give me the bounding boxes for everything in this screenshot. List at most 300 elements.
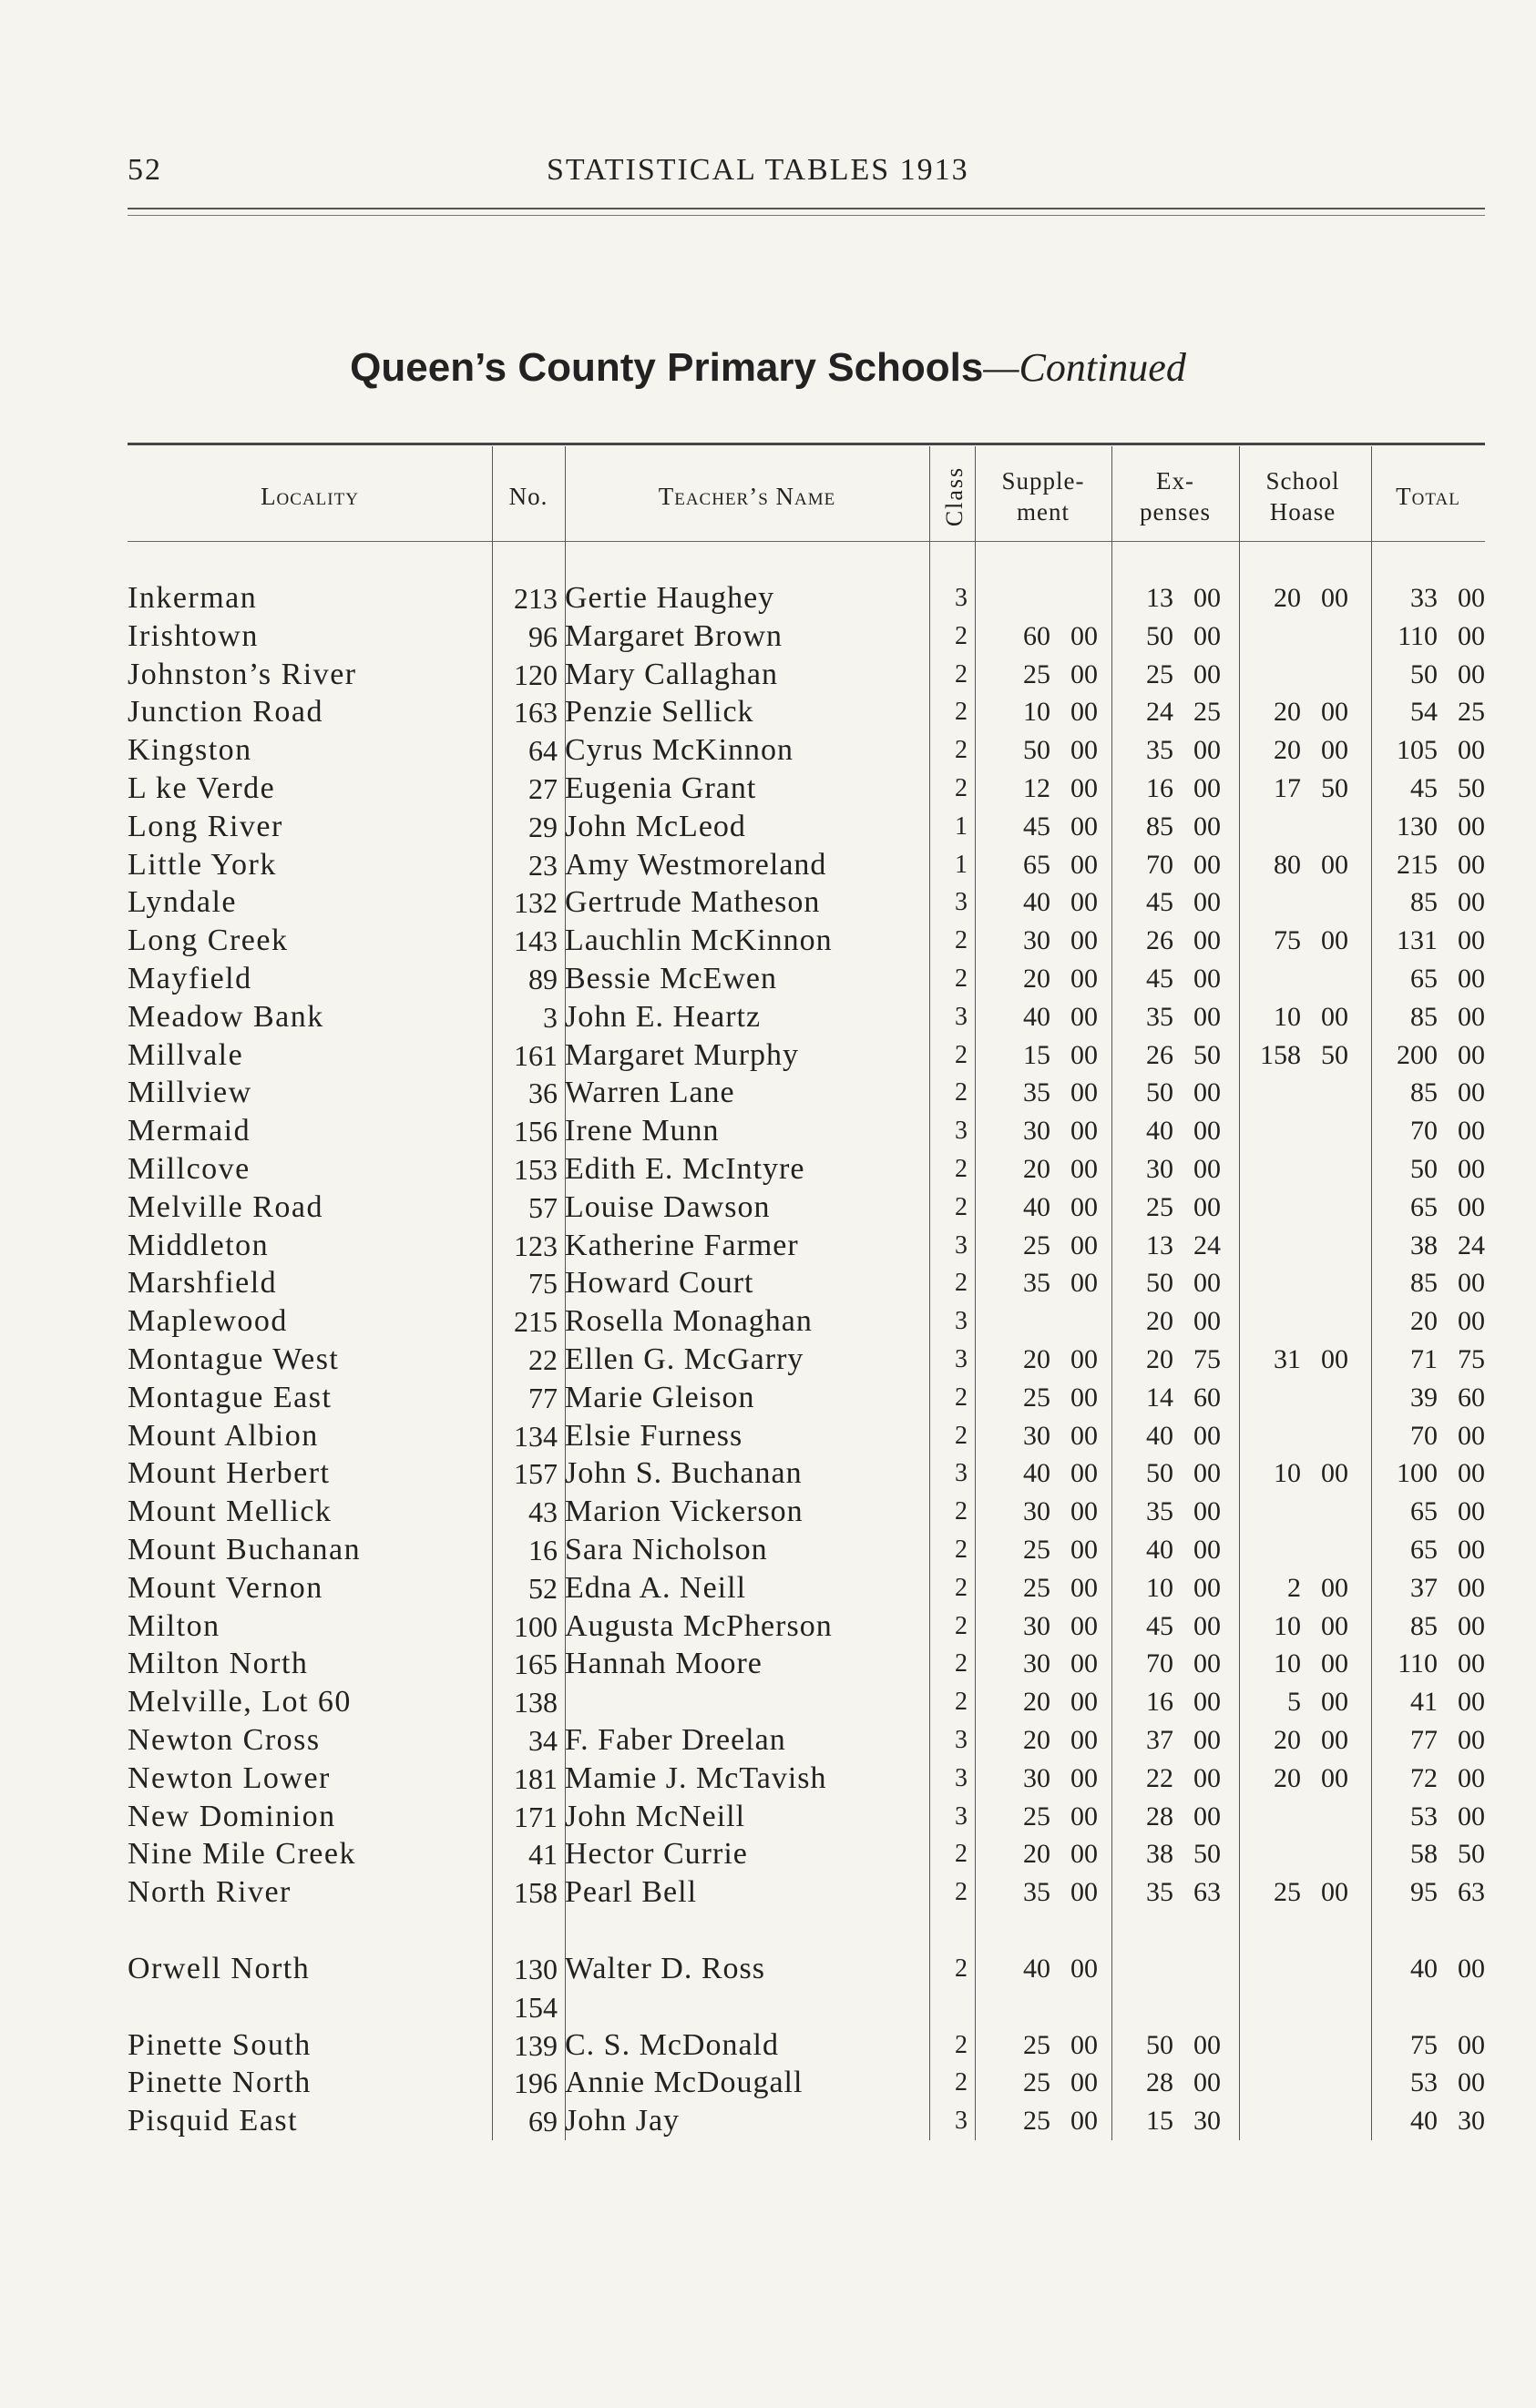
table-row [0,1873,1536,1912]
cell-locality: Pisquid East [128,2104,299,2138]
cell-class: 2 [955,1840,968,1869]
cell-total: 65 00 [1410,1191,1485,1222]
column-header-teacher: Teacher’s Name [658,483,836,510]
cell-teacher: John E. Heartz [565,999,762,1034]
cell-no: 156 [514,1115,558,1148]
cell-no: 132 [514,886,558,920]
cell-locality: Mayfield [128,962,252,995]
cell-teacher: C. S. McDonald [565,2027,779,2062]
cell-total: 85 00 [1410,1610,1485,1641]
cell-supplement: 30 00 [1023,1648,1098,1679]
cell-teacher: John McNeill [565,1799,746,1833]
cell-teacher: Edna A. Neill [565,1570,747,1605]
cell-supplement: 20 00 [1023,1725,1098,1755]
cell-class: 3 [955,1307,968,1336]
cell-locality: Milton [128,1608,220,1643]
cell-total: 215 00 [1397,849,1485,880]
cell-total: 85 00 [1410,1001,1485,1032]
cell-class: 2 [955,1878,968,1907]
cell-no: 157 [514,1457,558,1491]
cell-expenses: 37 00 [1146,1725,1221,1755]
cell-supplement: 40 00 [1023,1191,1098,1222]
cell-expenses: 22 00 [1146,1762,1221,1793]
column-header-class-label: Class [941,465,968,527]
table-row [0,1417,1536,1455]
cell-no: 96 [528,619,558,653]
cell-locality: Newton Lower [128,1760,331,1795]
cell-total: 70 00 [1410,1420,1485,1451]
cell-class: 3 [955,584,968,612]
table-row [0,617,1536,656]
cell-teacher: Lauchlin McKinnon [565,923,833,958]
cell-expenses: 20 75 [1146,1344,1221,1374]
cell-no: 43 [528,1495,558,1529]
cell-total: 70 00 [1410,1116,1485,1147]
cell-no: 120 [514,658,558,691]
cell-total: 50 00 [1410,658,1485,689]
cell-teacher: Hannah Moore [565,1647,763,1681]
cell-teacher: Marie Gleison [565,1380,755,1414]
cell-class: 2 [955,698,968,727]
cell-total: 41 00 [1410,1687,1485,1718]
column-header-expenses: Ex- penses [1140,467,1211,525]
page-number: 52 [128,153,162,187]
cell-expenses: 20 00 [1146,1306,1221,1337]
table-row [0,1760,1536,1798]
table-row [0,1531,1536,1569]
table-row [0,1798,1536,1836]
table-row [0,1607,1536,1646]
cell-locality: Middleton [128,1228,270,1262]
cell-no: 134 [514,1419,558,1453]
cell-class: 2 [955,1383,968,1412]
cell-teacher: Augusta McPherson [565,1608,833,1643]
cell-class: 1 [955,850,968,879]
table-row [0,656,1536,694]
cell-expenses: 50 00 [1146,1458,1221,1489]
cell-expenses: 45 00 [1146,887,1221,918]
cell-total: 131 00 [1397,925,1485,956]
cell-school-house: 75 00 [1274,925,1348,956]
cell-supplement: 40 00 [1023,1458,1098,1489]
cell-supplement: 40 00 [1023,1001,1098,1032]
cell-locality: Long Creek [128,923,289,958]
cell-teacher: John McLeod [565,809,746,843]
cell-no: 153 [514,1153,558,1186]
cell-expenses: 10 00 [1146,1572,1221,1603]
running-head: STATISTICAL TABLES 1913 [547,153,969,187]
cell-no: 123 [514,1229,558,1262]
cell-supplement: 40 00 [1023,887,1098,918]
cell-expenses: 50 00 [1146,1077,1221,1108]
table-row [0,1112,1536,1150]
cell-locality: North River [128,1875,292,1910]
cell-teacher: Pearl Bell [565,1875,698,1910]
cell-no: 171 [514,1800,558,1833]
cell-teacher: Hector Currie [565,1837,748,1872]
cell-locality: Mount Vernon [128,1570,323,1605]
cell-class: 2 [955,1155,968,1183]
cell-class: 2 [955,1192,968,1221]
cell-total: 105 00 [1397,735,1485,766]
cell-no: 77 [528,1381,558,1414]
cell-supplement: 30 00 [1023,1116,1098,1147]
cell-school-house: 10 00 [1274,1001,1348,1032]
table-row [0,1493,1536,1531]
cell-class: 3 [955,1801,968,1831]
cell-expenses: 35 63 [1146,1877,1221,1908]
cell-total: 45 50 [1410,773,1485,803]
cell-supplement: 25 00 [1023,1801,1098,1832]
table-row [0,2064,1536,2102]
cell-class: 2 [955,621,968,650]
cell-no: 163 [514,696,558,730]
cell-class: 2 [955,1954,968,1983]
cell-locality: Irishtown [128,618,259,653]
cell-school-house: 10 00 [1274,1648,1348,1679]
cell-supplement: 20 00 [1023,1154,1098,1184]
cell-no: 100 [514,1609,558,1643]
cell-no: 69 [528,2105,558,2138]
cell-supplement: 10 00 [1023,697,1098,728]
cell-class: 2 [955,1688,968,1717]
column-header-no: No. [508,483,548,510]
table-row [0,960,1536,998]
cell-class: 2 [955,964,968,993]
cell-total: 200 00 [1397,1039,1485,1070]
cell-total: 130 00 [1397,811,1485,842]
cell-class: 2 [955,926,968,955]
table-row [0,693,1536,731]
cell-total: 100 00 [1397,1458,1485,1489]
column-header-locality: Locality [261,483,359,510]
cell-teacher: Margaret Murphy [565,1037,800,1072]
cell-no: 22 [528,1343,558,1376]
cell-school-house: 10 00 [1274,1610,1348,1641]
column-header-supplement: Supple- ment [1001,467,1085,525]
cell-expenses: 70 00 [1146,1648,1221,1679]
cell-teacher: Rosella Monaghan [565,1304,813,1339]
cell-locality: Maplewood [128,1304,288,1339]
cell-class: 2 [955,1040,968,1069]
cell-school-house: 2 00 [1287,1572,1348,1603]
cell-no: 57 [528,1190,558,1224]
cell-locality: Mount Herbert [128,1456,331,1491]
cell-locality: Kingston [128,733,252,768]
table-row [0,731,1536,770]
table-row [0,1950,1536,1988]
cell-no: 75 [528,1267,558,1301]
cell-supplement: 35 00 [1023,1077,1098,1108]
cell-no: 27 [528,772,558,805]
cell-supplement: 25 00 [1023,1535,1098,1565]
cell-supplement: 25 00 [1023,658,1098,689]
cell-teacher: Eugenia Grant [565,771,757,805]
cell-expenses: 16 00 [1146,773,1221,803]
table-row [0,1227,1536,1265]
cell-supplement: 45 00 [1023,811,1098,842]
cell-teacher: Mamie J. McTavish [565,1760,827,1795]
cell-teacher: Ellen G. McGarry [565,1342,804,1376]
table-row [0,1683,1536,1721]
cell-expenses: 35 00 [1146,735,1221,766]
table-row [0,1150,1536,1189]
cell-total: 54 25 [1410,697,1485,728]
cell-expenses: 28 00 [1146,1801,1221,1832]
cell-expenses: 30 00 [1146,1154,1221,1184]
cell-teacher: Warren Lane [565,1076,735,1110]
cell-no: 165 [514,1648,558,1681]
cell-locality: Montague West [128,1342,340,1376]
cell-no: 158 [514,1876,558,1910]
cell-supplement: 60 00 [1023,620,1098,651]
cell-no: 181 [514,1761,558,1795]
cell-expenses: 50 00 [1146,2029,1221,2060]
cell-school-house: 20 00 [1274,1762,1348,1793]
cell-expenses: 40 00 [1146,1535,1221,1565]
cell-class: 2 [955,1649,968,1678]
table-row [0,846,1536,884]
table-row [0,1264,1536,1302]
column-header-total: Total [1396,483,1460,510]
cell-locality: Long River [128,809,283,843]
cell-school-house: 25 00 [1274,1877,1348,1908]
cell-total: 77 00 [1410,1725,1485,1755]
cell-class: 2 [955,1269,968,1298]
cell-locality: New Dominion [128,1799,336,1833]
cell-class: 2 [955,774,968,802]
cell-locality: Lyndale [128,885,238,920]
cell-teacher: Mary Callaghan [565,657,778,691]
table-row [0,808,1536,846]
cell-locality: Melville Road [128,1189,323,1224]
table-row [0,1189,1536,1227]
cell-expenses: 50 00 [1146,620,1221,651]
cell-class: 2 [955,1611,968,1640]
cell-class: 3 [955,1459,968,1488]
table-title [0,344,1536,391]
cell-total: 85 00 [1410,1268,1485,1299]
cell-supplement: 30 00 [1023,1420,1098,1451]
cell-locality: Nine Mile Creek [128,1837,356,1872]
cell-school-house: 10 00 [1274,1458,1348,1489]
cell-total: 110 00 [1398,620,1485,651]
table-row [0,1454,1536,1493]
cell-supplement: 20 00 [1023,1687,1098,1718]
cell-class: 2 [955,1421,968,1450]
column-header-school-house: School Hoase [1265,467,1340,525]
cell-expenses: 25 00 [1146,658,1221,689]
cell-teacher: Irene Munn [565,1114,720,1148]
cell-class: 3 [955,1117,968,1146]
cell-locality: Mount Albion [128,1418,319,1453]
cell-school-house: 20 00 [1274,583,1348,613]
table-row [0,1036,1536,1075]
cell-school-house: 20 00 [1274,735,1348,766]
cell-locality: Meadow Bank [128,999,324,1034]
cell-total: 95 63 [1410,1877,1485,1908]
cell-expenses: 45 00 [1146,964,1221,994]
cell-class: 2 [955,2030,968,2059]
cell-no: 3 [543,1000,558,1034]
cell-class: 3 [955,1763,968,1792]
cell-total: 50 00 [1410,1154,1485,1184]
cell-teacher: Sara Nicholson [565,1533,768,1566]
cell-total: 65 00 [1410,1535,1485,1565]
cell-no: 89 [528,963,558,995]
cell-total: 65 00 [1410,964,1485,994]
cell-expenses: 28 00 [1146,2067,1221,2098]
cell-teacher: F. Faber Dreelan [565,1723,786,1757]
cell-class: 3 [955,2107,968,2136]
cell-locality: Johnston’s River [128,657,357,691]
cell-expenses: 25 00 [1146,1191,1221,1222]
table-row [0,579,1536,617]
cell-supplement: 25 00 [1023,1572,1098,1603]
cell-school-house: 17 50 [1274,773,1348,803]
cell-locality: Milton North [128,1647,309,1681]
header-rule-thin [128,215,1485,216]
cell-teacher: Walter D. Ross [565,1952,765,1985]
table-row [0,770,1536,808]
table-row [0,1569,1536,1607]
cell-no: 16 [528,1534,558,1566]
table-row [0,2026,1536,2065]
cell-teacher: John S. Buchanan [565,1456,803,1491]
cell-supplement: 15 00 [1023,1039,1098,1070]
cell-class: 2 [955,1078,968,1107]
cell-teacher: Katherine Farmer [565,1228,799,1262]
cell-expenses: 24 25 [1146,697,1221,728]
cell-no: 52 [528,1571,558,1605]
cell-no: 34 [528,1724,558,1757]
cell-teacher: Marion Vickerson [565,1495,804,1529]
cell-supplement: 25 00 [1023,2106,1098,2137]
cell-class: 3 [955,1345,968,1373]
cell-school-house: 5 00 [1287,1687,1348,1718]
cell-no: 139 [514,2028,558,2062]
cell-locality: Millvale [128,1037,244,1072]
cell-no: 29 [528,810,558,843]
cell-no: 161 [514,1038,558,1072]
cell-supplement: 40 00 [1023,1954,1098,1984]
cell-expenses: 15 30 [1146,2106,1221,2137]
cell-total: 53 00 [1410,1801,1485,1832]
cell-supplement: 20 00 [1023,1344,1098,1374]
cell-total: 72 00 [1410,1762,1485,1793]
cell-supplement: 25 00 [1023,2029,1098,2060]
cell-supplement: 30 00 [1023,1496,1098,1527]
cell-no: 154 [514,1990,558,2024]
cell-expenses: 38 50 [1146,1839,1221,1870]
cell-locality: Inkerman [128,581,258,615]
table-title-continued: —Continued [983,345,1186,390]
cell-total: 37 00 [1410,1572,1485,1603]
table-row [0,1074,1536,1112]
cell-total: 38 24 [1410,1230,1485,1260]
table-row [0,1835,1536,1873]
cell-no: 64 [528,734,558,768]
cell-teacher: Cyrus McKinnon [565,733,794,768]
cell-teacher: Annie McDougall [565,2066,804,2100]
cell-no: 41 [528,1838,558,1872]
table-row [0,998,1536,1036]
column-header-class [937,455,973,537]
cell-expenses: 14 60 [1146,1382,1221,1413]
cell-expenses: 45 00 [1146,1610,1221,1641]
cell-locality: Melville, Lot 60 [128,1685,352,1719]
cell-no: 143 [514,924,558,958]
cell-locality: Montague East [128,1380,333,1414]
cell-locality: Marshfield [128,1266,278,1301]
cell-teacher: Amy Westmoreland [565,847,827,882]
cell-supplement: 25 00 [1023,1382,1098,1413]
cell-total: 33 00 [1410,583,1485,613]
cell-supplement: 65 00 [1023,849,1098,880]
cell-school-house: 20 00 [1274,1725,1348,1755]
table-row [0,1721,1536,1760]
cell-total: 85 00 [1410,1077,1485,1108]
cell-locality: L ke Verde [128,771,276,805]
cell-teacher: Elsie Furness [565,1418,743,1453]
cell-teacher: Louise Dawson [565,1189,771,1224]
cell-total: 20 00 [1410,1306,1485,1337]
cell-no: 36 [528,1076,558,1110]
cell-class: 2 [955,1573,968,1602]
cell-total: 53 00 [1410,2067,1485,2098]
cell-supplement: 20 00 [1023,964,1098,994]
cell-class: 2 [955,1497,968,1526]
cell-class: 1 [955,811,968,841]
cell-supplement: 25 00 [1023,1230,1098,1260]
column-header-bottom-rule [128,541,1485,542]
table-row [0,883,1536,922]
cell-teacher: Penzie Sellick [565,695,754,730]
cell-teacher: Bessie McEwen [565,962,778,995]
cell-locality: Little York [128,847,277,882]
cell-total: 58 50 [1410,1839,1485,1870]
table-row [0,2102,1536,2140]
cell-locality: Pinette North [128,2066,312,2100]
cell-teacher: Gertrude Matheson [565,885,821,920]
cell-class: 2 [955,659,968,689]
cell-supplement: 12 00 [1023,773,1098,803]
cell-locality: Newton Cross [128,1723,321,1757]
cell-class: 2 [955,1536,968,1564]
cell-locality: Mount Mellick [128,1495,333,1529]
cell-expenses: 26 50 [1146,1039,1221,1070]
cell-teacher: Gertie Haughey [565,581,775,615]
table-title-main: Queen’s County Primary Schools [350,345,984,390]
page-header [128,153,1485,193]
cell-expenses: 16 00 [1146,1687,1221,1718]
cell-total: 75 00 [1410,2029,1485,2060]
cell-no: 23 [528,848,558,882]
cell-locality: Millview [128,1076,252,1110]
cell-locality: Millcove [128,1152,251,1186]
table-row [0,1341,1536,1379]
cell-expenses: 40 00 [1146,1116,1221,1147]
cell-expenses: 40 00 [1146,1420,1221,1451]
cell-class: 3 [955,888,968,917]
cell-class: 3 [955,1230,968,1260]
cell-school-house: 158 50 [1260,1039,1348,1070]
cell-expenses: 35 00 [1146,1001,1221,1032]
cell-total: 71 75 [1410,1344,1485,1374]
cell-supplement: 50 00 [1023,735,1098,766]
cell-supplement: 20 00 [1023,1839,1098,1870]
cell-total: 85 00 [1410,887,1485,918]
